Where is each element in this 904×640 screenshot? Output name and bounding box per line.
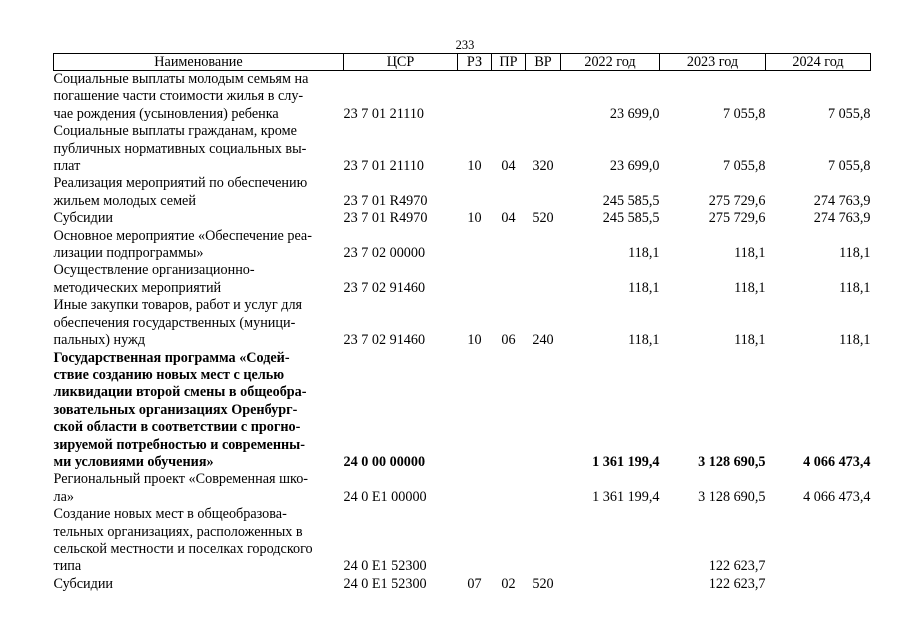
header-2022: 2022 год xyxy=(561,54,660,71)
row-name-line: Осуществление организационно- xyxy=(53,262,255,279)
row-vr: 240 xyxy=(532,332,554,349)
row-name-line: ла» xyxy=(53,488,74,505)
row-pr: 04 xyxy=(501,210,516,227)
row-value-2023: 275 729,6 xyxy=(708,192,766,209)
row-pr xyxy=(492,228,526,263)
table-row xyxy=(54,350,871,472)
row-value-2023: 122 623,7 xyxy=(708,575,766,592)
row-value-2022: 118,1 xyxy=(628,245,660,262)
row-rz xyxy=(458,71,492,124)
row-value-2024: 118,1 xyxy=(839,332,871,349)
row-name-line: ствие созданию новых мест с целью xyxy=(53,366,285,383)
row-rz xyxy=(458,228,492,263)
row-name-line: погашение части стоимости жилья в слу- xyxy=(53,88,304,105)
row-vr xyxy=(526,471,561,506)
row-pr: 06 xyxy=(501,332,516,349)
row-pr xyxy=(492,262,526,297)
row-name xyxy=(54,210,344,227)
row-rz xyxy=(458,350,492,472)
row-rz xyxy=(458,175,492,210)
header-2024: 2024 год xyxy=(766,54,871,71)
row-vr xyxy=(526,262,561,297)
header-name: Наименование xyxy=(54,54,344,71)
row-value-2024: 4 066 473,4 xyxy=(803,453,871,470)
row-name-line: Социальные выплаты молодым семьям на xyxy=(53,71,309,87)
row-csr: 24 0 00 00000 xyxy=(343,453,426,470)
row-value-2023: 122 623,7 xyxy=(708,558,766,575)
row-value-2024: 4 066 473,4 xyxy=(803,488,871,505)
table-row xyxy=(54,506,871,576)
row-value-2022: 23 699,0 xyxy=(609,158,660,175)
row-pr xyxy=(492,506,526,576)
row-value-2022: 245 585,5 xyxy=(602,210,660,227)
row-value-2024 xyxy=(766,506,871,576)
row-rz xyxy=(458,471,492,506)
row-value-2023: 3 128 690,5 xyxy=(698,453,766,470)
row-name-line: сельской местности и поселках городского xyxy=(53,540,313,557)
row-name-line: Реализация мероприятий по обеспечению xyxy=(53,175,308,192)
row-value-2023: 7 055,8 xyxy=(722,105,766,122)
table-row xyxy=(54,175,871,210)
row-pr: 02 xyxy=(501,575,516,592)
row-csr: 23 7 02 00000 xyxy=(343,245,426,262)
table-row xyxy=(54,123,871,175)
row-name-line: пальных) нужд xyxy=(53,332,146,349)
row-pr xyxy=(492,350,526,472)
row-csr: 23 7 01 R4970 xyxy=(343,210,428,227)
header-rz: РЗ xyxy=(458,54,492,71)
row-name xyxy=(54,228,344,263)
row-pr: 04 xyxy=(501,158,516,175)
row-value-2023: 118,1 xyxy=(734,332,766,349)
row-name-line: плат xyxy=(53,158,81,175)
row-value-2023: 3 128 690,5 xyxy=(698,488,766,505)
row-name-line: публичных нормативных социальных вы- xyxy=(53,140,307,157)
row-name xyxy=(54,506,344,576)
table-row xyxy=(54,262,871,297)
row-name-line: Создание новых мест в общеобразова- xyxy=(53,506,287,523)
row-value-2022: 245 585,5 xyxy=(602,192,660,209)
table-row xyxy=(54,228,871,263)
row-csr: 23 7 02 91460 xyxy=(343,332,426,349)
row-name xyxy=(54,471,344,506)
row-value-2024: 118,1 xyxy=(839,245,871,262)
row-name-line: ликвидации второй смены в общеобра- xyxy=(53,384,307,401)
table-row xyxy=(54,471,871,506)
header-csr: ЦСР xyxy=(344,54,458,71)
row-value-2024: 274 763,9 xyxy=(813,192,871,209)
row-name xyxy=(54,262,344,297)
row-rz: 10 xyxy=(467,210,482,227)
row-name xyxy=(54,350,344,472)
table-header-row xyxy=(54,54,871,71)
row-name-line: ми условиями обучения» xyxy=(53,453,214,470)
row-name-line: зируемой потребностью и современны- xyxy=(53,436,305,453)
row-name xyxy=(54,576,344,593)
row-csr: 24 0 E1 00000 xyxy=(343,488,427,505)
row-csr: 23 7 02 91460 xyxy=(343,279,426,296)
table-row xyxy=(54,210,871,227)
row-value-2023: 118,1 xyxy=(734,279,766,296)
row-name-line: Субсидии xyxy=(53,575,114,592)
row-pr xyxy=(492,175,526,210)
row-rz: 10 xyxy=(467,332,482,349)
row-value-2022 xyxy=(561,506,660,576)
row-value-2023: 7 055,8 xyxy=(722,158,766,175)
row-value-2023: 118,1 xyxy=(734,245,766,262)
row-csr: 23 7 01 21110 xyxy=(343,105,425,122)
header-2023: 2023 год xyxy=(660,54,766,71)
row-name-line: жильем молодых семей xyxy=(53,192,196,209)
row-name xyxy=(54,175,344,210)
row-pr xyxy=(492,71,526,124)
row-name-line: Государственная программа «Содей- xyxy=(53,349,290,366)
row-value-2022: 23 699,0 xyxy=(609,105,660,122)
row-name-line: Социальные выплаты гражданам, кроме xyxy=(53,123,297,140)
row-vr: 520 xyxy=(532,210,554,227)
row-name-line: зовательных организациях Оренбург- xyxy=(53,401,298,418)
row-vr: 520 xyxy=(532,575,554,592)
row-pr xyxy=(492,471,526,506)
row-rz: 07 xyxy=(467,575,482,592)
row-value-2022 xyxy=(561,576,660,593)
row-value-2022: 1 361 199,4 xyxy=(592,453,660,470)
row-name-line: типа xyxy=(53,558,82,575)
row-rz: 10 xyxy=(467,158,482,175)
header-vr: ВР xyxy=(526,54,561,71)
row-value-2022: 1 361 199,4 xyxy=(592,488,660,505)
row-csr: 24 0 E1 52300 xyxy=(343,558,427,575)
row-name xyxy=(54,297,344,349)
row-name xyxy=(54,123,344,175)
row-name-line: Региональный проект «Современная шко- xyxy=(53,471,309,488)
row-name-line: Основное мероприятие «Обеспечение реа- xyxy=(53,227,312,244)
row-name-line: чае рождения (усыновления) ребенка xyxy=(53,105,279,122)
row-value-2022: 118,1 xyxy=(628,279,660,296)
row-vr xyxy=(526,175,561,210)
row-name-line: обеспечения государственных (муници- xyxy=(53,314,296,331)
row-value-2024: 118,1 xyxy=(839,279,871,296)
row-vr xyxy=(526,228,561,263)
table-row xyxy=(54,576,871,593)
header-pr: ПР xyxy=(492,54,526,71)
row-value-2024: 274 763,9 xyxy=(813,210,871,227)
row-value-2023: 275 729,6 xyxy=(708,210,766,227)
row-vr xyxy=(526,71,561,124)
table-row xyxy=(54,71,871,124)
row-vr xyxy=(526,506,561,576)
table-body xyxy=(54,71,871,594)
row-value-2024: 7 055,8 xyxy=(827,158,871,175)
row-name-line: методических мероприятий xyxy=(53,279,222,296)
row-csr: 23 7 01 R4970 xyxy=(343,192,428,209)
row-vr xyxy=(526,350,561,472)
row-value-2024 xyxy=(766,576,871,593)
row-name-line: ской области в соответствии с прогно- xyxy=(53,419,301,436)
budget-table xyxy=(53,53,871,593)
row-csr: 24 0 E1 52300 xyxy=(343,575,427,592)
row-value-2024: 7 055,8 xyxy=(827,105,871,122)
page-number: 233 xyxy=(455,38,475,52)
row-name xyxy=(54,71,344,124)
row-name-line: лизации подпрограммы» xyxy=(53,245,204,262)
row-vr: 320 xyxy=(532,158,554,175)
row-csr: 23 7 01 21110 xyxy=(343,158,425,175)
row-rz xyxy=(458,262,492,297)
row-name-line: тельных организациях, расположенных в xyxy=(53,523,303,540)
row-name-line: Субсидии xyxy=(53,210,114,227)
row-value-2022: 118,1 xyxy=(628,332,660,349)
row-name-line: Иные закупки товаров, работ и услуг для xyxy=(53,297,303,314)
row-rz xyxy=(458,506,492,576)
table-row xyxy=(54,297,871,349)
